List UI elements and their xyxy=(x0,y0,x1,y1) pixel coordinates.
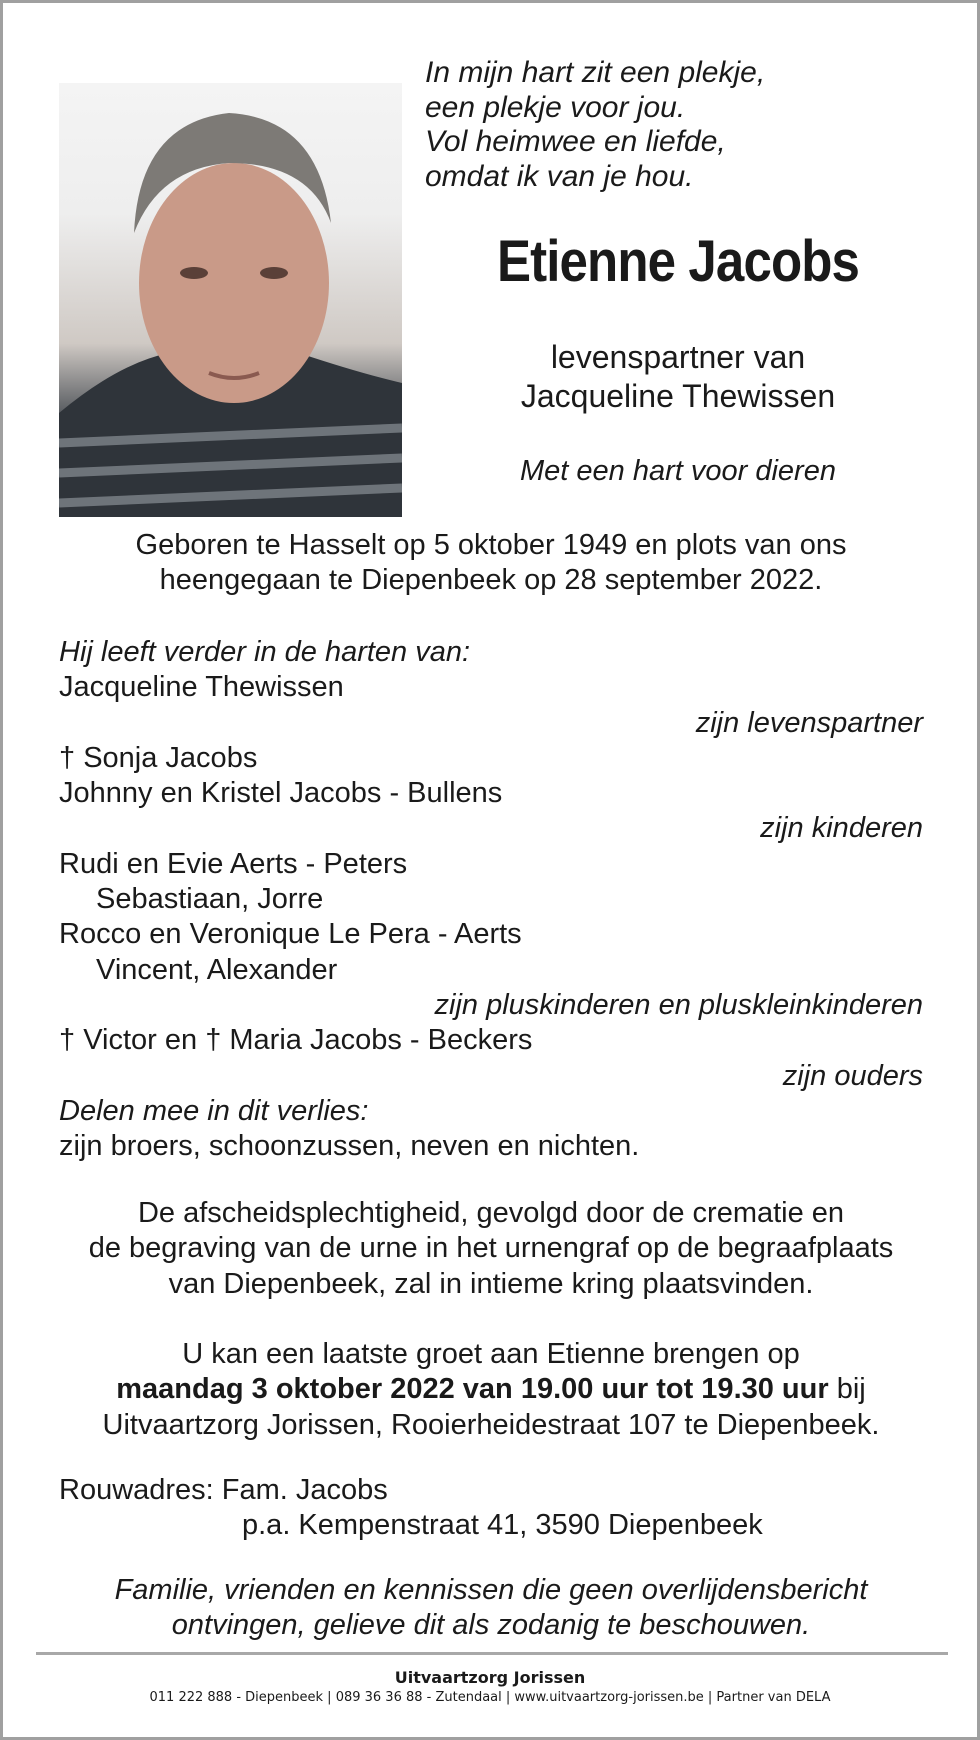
family-member: Sebastiaan, Jorre xyxy=(96,883,324,916)
funeral-home-contact: 011 222 888 - Diepenbeek | 089 36 36 88 - Zutendaal | www.uitvaartzorg-jorissen.be | Partner van DELA xyxy=(149,1690,831,1705)
partner-line: Jacqueline Thewissen xyxy=(520,378,836,414)
member-name: Maria Jacobs - Beckers xyxy=(229,1024,533,1057)
family-role: zijn levenspartner xyxy=(695,706,923,739)
family-member: Vincent, Alexander xyxy=(96,953,338,986)
family-member: Johnny en Kristel Jacobs - Bullens xyxy=(59,777,503,810)
death-line: heengegaan te Diepenbeek op 28 september 2022. xyxy=(159,564,823,597)
ceremony-line: de begraving van de urne in het urnengraf op de begraafplaats xyxy=(88,1232,894,1265)
address-line: p.a. Kempenstraat 41, 3590 Diepenbeek xyxy=(242,1509,763,1542)
member-name: Sonja Jacobs xyxy=(83,741,258,774)
cross-icon: † xyxy=(59,1024,76,1057)
family-role: zijn ouders xyxy=(782,1059,923,1092)
motto: Met een hart voor dieren xyxy=(520,455,836,487)
birth-line: Geboren te Hasselt op 5 oktober 1949 en plots van ons xyxy=(135,529,847,561)
visit-line xyxy=(59,1372,923,1407)
poem-line: Vol heimwee en liefde, xyxy=(425,125,726,158)
closing-note xyxy=(59,1573,923,1644)
partner-line: levenspartner van xyxy=(550,339,806,375)
family-list xyxy=(59,635,923,1164)
family-member: Rocco en Veronique Le Pera - Aerts xyxy=(59,918,522,951)
visitation-info xyxy=(59,1337,923,1443)
portrait-photo xyxy=(59,83,402,517)
share-intro: Delen mee in dit verlies: xyxy=(59,1094,369,1127)
partner-info xyxy=(433,338,923,416)
ceremony-info xyxy=(59,1196,923,1302)
visit-connector: bij xyxy=(828,1373,866,1406)
visit-datetime: maandag 3 oktober 2022 van 19.00 uur tot 19.30 uur xyxy=(116,1373,829,1406)
birth-death-info xyxy=(59,528,923,599)
family-role: zijn pluskinderen en pluskleinkinderen xyxy=(434,988,923,1021)
closing-line: Familie, vrienden en kennissen die geen overlijdensbericht xyxy=(114,1574,868,1606)
funeral-home-name: Uitvaartzorg Jorissen xyxy=(394,1668,586,1687)
ceremony-line: De afscheidsplechtigheid, gevolgd door de crematie en xyxy=(137,1197,845,1229)
share-members: zijn broers, schoonzussen, neven en nichten. xyxy=(59,1130,640,1163)
ceremony-line: van Diepenbeek, zal in intieme kring plaatsvinden. xyxy=(168,1267,814,1300)
closing-line: ontvingen, gelieve dit als zodanig te beschouwen. xyxy=(171,1609,811,1642)
poem xyxy=(425,56,765,194)
member-name: Victor en xyxy=(83,1024,206,1057)
poem-line: een plekje voor jou. xyxy=(425,90,686,124)
visit-line: U kan een laatste groet aan Etienne brengen op xyxy=(182,1338,800,1370)
address-line: Rouwadres: Fam. Jacobs xyxy=(59,1474,388,1506)
divider xyxy=(36,1652,948,1655)
poem-line: omdat ik van je hou. xyxy=(425,159,694,193)
family-member: Rudi en Evie Aerts - Peters xyxy=(59,847,408,880)
deceased-name: Etienne Jacobs xyxy=(496,229,860,294)
cross-icon: † xyxy=(59,741,76,774)
family-member: Jacqueline Thewissen xyxy=(59,671,344,704)
visit-line: Uitvaartzorg Jorissen, Rooierheidestraat 107 te Diepenbeek. xyxy=(102,1408,880,1441)
mourning-address xyxy=(59,1473,923,1544)
cross-icon: † xyxy=(205,1024,222,1057)
family-member xyxy=(59,741,923,776)
family-role: zijn kinderen xyxy=(760,812,923,845)
poem-line: In mijn hart zit een plekje, xyxy=(425,56,766,89)
family-intro: Hij leeft verder in de harten van: xyxy=(59,636,471,668)
family-member xyxy=(59,1023,923,1058)
